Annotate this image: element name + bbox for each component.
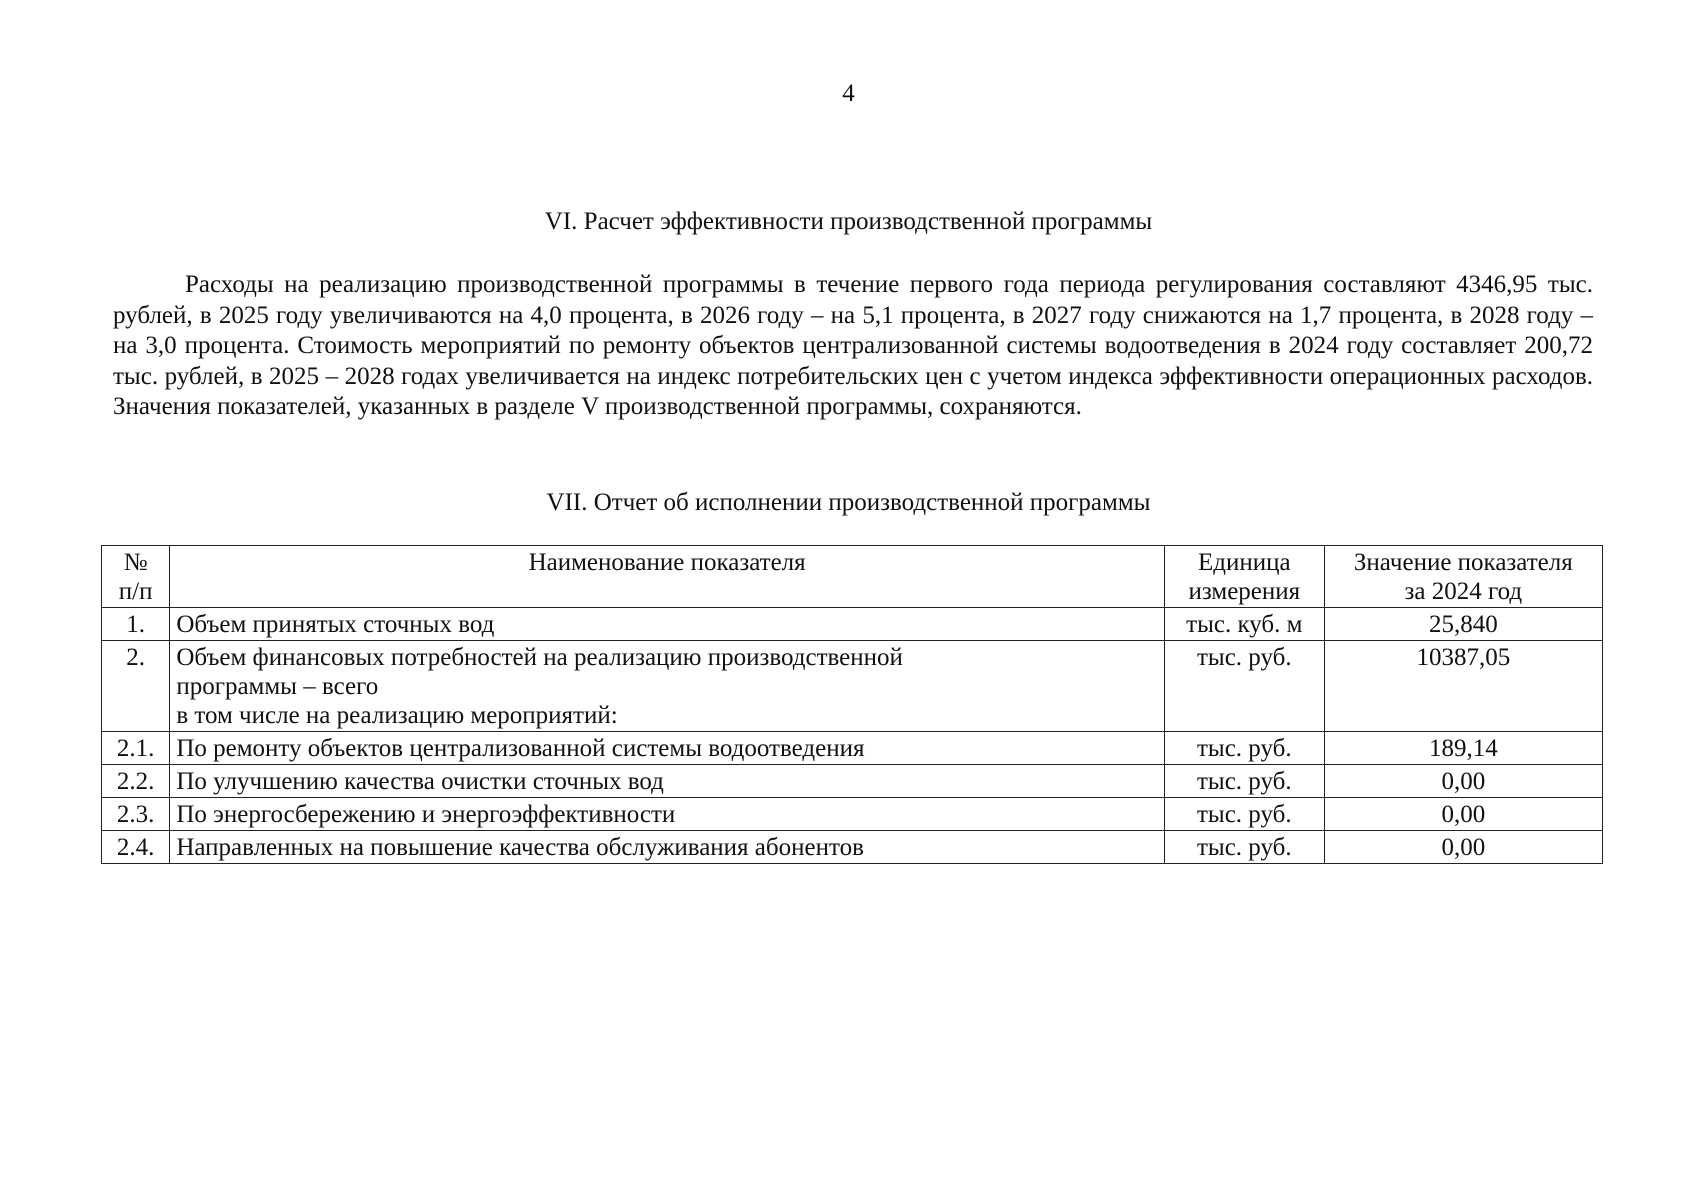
row-name-line: Объем принятых сточных вод bbox=[176, 611, 495, 638]
header-unit-line2: измерения bbox=[1188, 578, 1301, 605]
program-report-table bbox=[101, 545, 1603, 864]
header-number bbox=[102, 546, 170, 608]
row-indicator-name bbox=[170, 798, 1165, 831]
row-indicator-name bbox=[170, 765, 1165, 798]
row-name-line: По энергосбережению и энергоэффективности bbox=[176, 801, 676, 828]
row-number: 2.2. bbox=[102, 765, 170, 798]
table-row bbox=[102, 732, 1603, 765]
row-value: 25,840 bbox=[1324, 608, 1602, 641]
efficiency-paragraph: Расходы на реализацию производственной программы в течение первого года периода регулирования составляют 4346,95 тыс. рублей, в 2025 году увеличиваются на 4,0 процента, в 2026 году – на 5,1 процента, в 2027 году снижаются на 1,7 процента, в 2028 году – на 3,0 процента. Стоимость мероприятий по ремонту объектов централизованной системы водоотведения в 2024 году составляет 200,72 тыс. рублей, в 2025 – 2028 годах увеличивается на индекс потребительских цен с учетом индекса эффективности операционных расходов. Значения показателей, указанных в разделе V производственной программы, сохраняются. bbox=[113, 271, 1593, 420]
page-number: 4 bbox=[842, 80, 855, 107]
row-unit: тыс. руб. bbox=[1164, 732, 1324, 765]
row-name-line: По ремонту объектов централизованной системы водоотведения bbox=[176, 735, 865, 762]
row-value: 0,00 bbox=[1324, 765, 1602, 798]
row-unit: тыс. руб. bbox=[1164, 641, 1324, 732]
row-value: 0,00 bbox=[1324, 831, 1602, 864]
section-vii-heading: VII. Отчет об исполнении производственной программы bbox=[546, 489, 1151, 516]
row-name-line: в том числе на реализацию мероприятий: bbox=[176, 702, 618, 729]
row-number: 2.1. bbox=[102, 732, 170, 765]
row-value: 189,14 bbox=[1324, 732, 1602, 765]
table-row bbox=[102, 765, 1603, 798]
row-indicator-name bbox=[170, 732, 1165, 765]
row-name-line: Направленных на повышение качества обслуживания абонентов bbox=[176, 834, 864, 861]
table-row bbox=[102, 831, 1603, 864]
row-value: 0,00 bbox=[1324, 798, 1602, 831]
row-number: 2.3. bbox=[102, 798, 170, 831]
table-row bbox=[102, 641, 1603, 732]
row-unit: тыс. руб. bbox=[1164, 798, 1324, 831]
header-name-text: Наименование показателя bbox=[528, 549, 806, 576]
header-unit-line1: Единица bbox=[1198, 549, 1291, 576]
row-unit: тыс. руб. bbox=[1164, 765, 1324, 798]
row-unit: тыс. куб. м bbox=[1164, 608, 1324, 641]
row-number: 1. bbox=[102, 608, 170, 641]
table-row bbox=[102, 608, 1603, 641]
row-name-line: По улучшению качества очистки сточных вод bbox=[176, 768, 664, 795]
header-value-line1: Значение показателя bbox=[1353, 549, 1573, 576]
header-number-line1: № bbox=[123, 549, 148, 576]
row-indicator-name bbox=[170, 641, 1165, 732]
row-name-line: Объем финансовых потребностей на реализацию производственной bbox=[176, 644, 903, 671]
table-row bbox=[102, 798, 1603, 831]
row-number: 2.4. bbox=[102, 831, 170, 864]
row-indicator-name bbox=[170, 608, 1165, 641]
row-name-line: программы – всего bbox=[176, 673, 379, 700]
header-indicator-name bbox=[170, 546, 1165, 608]
header-value-line2: за 2024 год bbox=[1404, 578, 1523, 605]
row-unit: тыс. руб. bbox=[1164, 831, 1324, 864]
header-number-line2: п/п bbox=[118, 578, 153, 605]
row-value: 10387,05 bbox=[1324, 641, 1602, 732]
table-header-row bbox=[102, 546, 1603, 608]
header-unit bbox=[1164, 546, 1324, 608]
row-number: 2. bbox=[102, 641, 170, 732]
header-value bbox=[1324, 546, 1602, 608]
section-vi-heading: VI. Расчет эффективности производственной программы bbox=[544, 208, 1153, 235]
row-indicator-name bbox=[170, 831, 1165, 864]
